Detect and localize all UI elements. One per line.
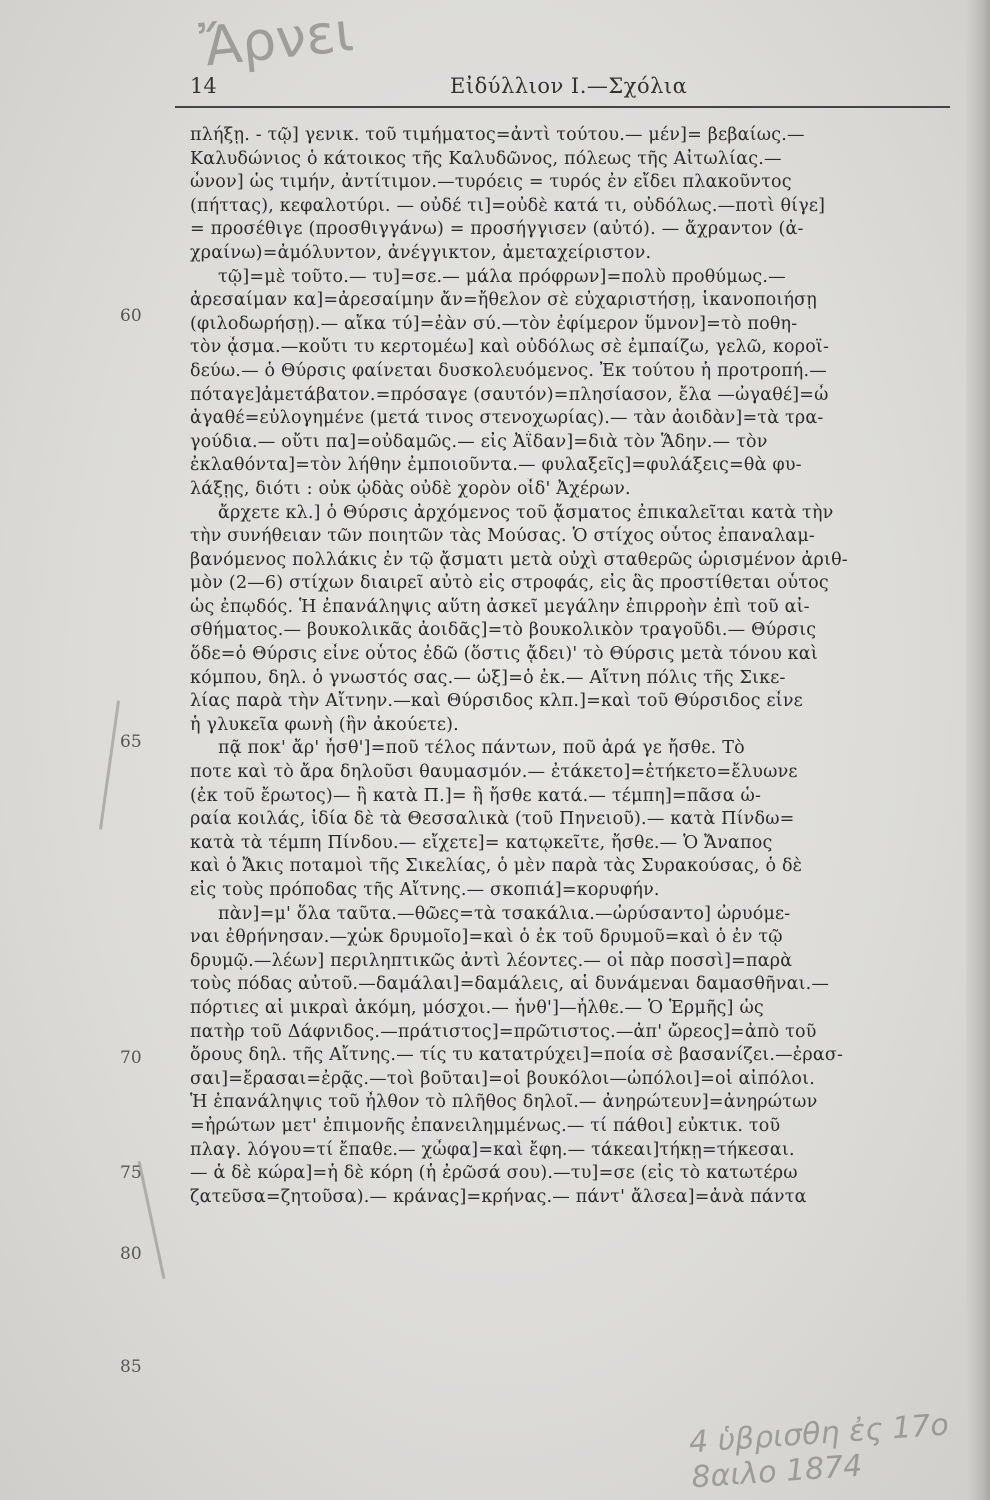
text-line: Καλυδώνιος ὁ κάτοικος τῆς Καλυδῶνος, πόλεως τῆς Αἰτωλίας.—: [190, 148, 782, 169]
text-line: πόταγε]ἀμετάβατον.=πρόσαγε (σαυτόν)=πλησίασον, ἔλα —ὠγαθέ]=ὦ: [190, 384, 829, 405]
text-line: = προσέθιγε (προσθιγγάνω) = προσήγγισεν (αὐτό). — ἄχραντον (ἀ-: [190, 219, 804, 240]
text-line: (πήττας), κεφαλοτύρι. — οὐδέ τι]=οὐδὲ κατά τι, οὐδόλως.—ποτὶ θίγε]: [190, 195, 826, 216]
text-line: τὴν συνήθειαν τῶν ποιητῶν τὰς Μούσας. Ὁ στίχος οὗτος ἐπαναλαμ-: [190, 526, 816, 547]
text-line: δεύω.— ὁ Θύρσις φαίνεται δυσκολευόμενος. Ἐκ τούτου ἡ προτροπή.—: [190, 360, 827, 381]
text-line: σθήματος.— βουκολικᾶς ἀοιδᾶς]=τὸ βουκολικὸν τραγοῦδι.— Θύρσις: [190, 620, 817, 641]
page-number: 14: [190, 74, 217, 98]
text-line: κόμπου, δηλ. ὁ γνωστός σας.— ὡξ]=ὁ ἐκ.— Αἴτνη πόλις τῆς Σικε-: [190, 667, 786, 688]
text-line: ὅδε=ὁ Θύρσις εἶνε οὗτος ἐδῶ (ὅστις ᾄδει)' τὸ Θύρσις μετὰ τόνου καὶ: [190, 644, 818, 665]
text-line: (φιλοδωρήσῃ).— αἴκα τύ]=ἐὰν σύ.—τὸν ἐφίμερον ὕμνον]=τὸ ποθη-: [190, 313, 798, 334]
text-line: δρυμῷ.—λέων] περιληπτικῶς ἀντὶ λέοντες.— οἱ πὰρ ποσσὶ]=παρὰ: [190, 950, 793, 971]
handwritten-annotation-top: Ἄρνει: [197, 0, 357, 79]
text-line: λίας παρὰ τὴν Αἴτνην.—καὶ Θύρσιδος κλπ.]=καὶ τοῦ Θύρσιδος εἶνε: [190, 691, 803, 712]
text-line: πλήξῃ. - τῷ] γενικ. τοῦ τιμήματος=ἀντὶ τούτου.— μέν]= βεβαίως.—: [190, 125, 805, 145]
text-line: (ἐκ τοῦ ἔρωτος)— ἢ κατὰ Π.]= ἢ ἤσθε κατά.— τέμπη]=πᾶσα ὡ-: [190, 785, 762, 806]
text-line: πὰν]=μ' ὅλα ταῦτα.—θῶες=τὰ τσακάλια.—ὠρύσαντο] ὠρυόμε-: [218, 903, 791, 924]
text-line: τῷ]=μὲ τοῦτο.— τυ]=σε.— μάλα πρόφρων]=πολὺ προθύμως.—: [218, 266, 786, 287]
text-line: πατὴρ τοῦ Δάφνιδος.—πράτιστος]=πρῶτιστος.—ἀπ' ὤρεος]=ἀπὸ τοῦ: [190, 1021, 817, 1042]
text-line: ἀρεσαίμαν κα]=ἀρεσαίμην ἄν=ἤθελον σὲ εὐχαριστήσῃ, ἱκανοποιήσῃ: [190, 290, 817, 311]
text-line: γούδια.— οὔτι πα]=οὐδαμῶς.— εἰς Ἀΐδαν]=διὰ τὸν Ἅδην.— τὸν: [190, 431, 768, 452]
text-line: ζατεῦσα=ζητοῦσα).— κράνας]=κρήνας.— πάντ' ἄλσεα]=ἀνὰ πάντα: [190, 1186, 807, 1207]
text-line: τοὺς πόδας αὐτοῦ.—δαμάλαι]=δαμάλεις, αἱ δυνάμεναι δαμασθῆναι.—: [190, 974, 830, 995]
text-line: — ἁ δὲ κώρα]=ἡ δὲ κόρη (ἡ ἐρῶσά σου).—τυ]=σε (εἰς τὸ κατωτέρω: [190, 1163, 798, 1184]
text-line: πλαγ. λόγου=τί ἔπαθε.— χὦφα]=καὶ ἔφη.— τάκεαι]τήκῃ=τήκεσαι.: [190, 1139, 795, 1160]
margin-line-number: 75: [120, 1163, 142, 1183]
text-line: ὄρους δηλ. τῆς Αἴτνης.— τίς τυ κατατρύχει]=ποία σὲ βασανίζει.—ἐρασ-: [190, 1045, 844, 1066]
text-line: καὶ ὁ Ἄκις ποταμοὶ τῆς Σικελίας, ὁ μὲν παρὰ τὰς Συρακούσας, ὁ δὲ: [190, 856, 803, 877]
text-line: ἡ γλυκεῖα φωνὴ (ἣν ἀκούετε).: [190, 714, 459, 735]
text-line: τὸν ᾆσμα.—κοὔτι τυ κερτομέω] καὶ οὐδόλως σὲ ἐμπαίζω, γελῶ, κοροϊ-: [190, 337, 830, 358]
text-line: μὸν (2—6) στίχων διαιρεῖ αὐτὸ εἰς στροφάς, εἰς ἃς προστίθεται οὗτος: [190, 573, 829, 594]
text-line: ποτε καὶ τὸ ἄρα δηλοῦσι θαυμασμόν.— ἐτάκετο]=ἐτήκετο=ἔλυωνε: [190, 762, 798, 783]
text-line: λάξῃς, διότι : οὐκ ᾠδὰς οὐδὲ χορὸν οἶδ' Ἀχέρων.: [190, 478, 631, 499]
text-line: πᾷ ποκ' ἄρ' ἦσθ']=ποῦ τέλος πάντων, ποῦ ἀρά γε ἤσθε. Τὸ: [218, 738, 745, 759]
margin-line-number: 65: [120, 732, 142, 752]
text-line: ἀγαθέ=εὐλογημένε (μετά τινος στενοχωρίας).— τὰν ἀοιδὰν]=τὰ τρα-: [190, 408, 824, 429]
text-line: χραίνω)=ἀμόλυντον, ἀνέγγικτον, ἀμεταχείριστον.: [190, 242, 652, 263]
text-line: σαι]=ἔρασαι=ἐρᾷς.—τοὶ βοῦται]=οἱ βουκόλοι—ὠπόλοι]=οἱ αἰπόλοι.: [190, 1068, 815, 1089]
text-line: Ἡ ἐπανάληψις τοῦ ἦλθον τὸ πλῆθος δηλοῖ.— ἀνηρώτευν]=ἀνηρώτων: [190, 1092, 818, 1113]
pencil-mark: [138, 1161, 166, 1279]
page-gutter-shadow: [966, 0, 990, 1500]
text-line: ναι ἐθρήνησαν.—χὡκ δρυμοῖο]=καὶ ὁ ἐκ τοῦ δρυμοῦ=καὶ ὁ ἐν τῷ: [190, 927, 783, 948]
running-title: Εἰδύλλιον Ι.—Σχόλια: [450, 74, 688, 98]
text-line: ἐκλαθόντα]=τὸν λήθην ἐμποιοῦντα.— φυλαξεῖς]=φυλάξεις=θὰ φυ-: [190, 455, 802, 476]
text-line: ἄρχετε κλ.] ὁ Θύρσις ἀρχόμενος τοῦ ᾄσματος ἐπικαλεῖται κατὰ τὴν: [218, 502, 834, 523]
text-line: ὡς ἐπῳδός. Ἡ ἐπανάληψις αὕτη ἀσκεῖ μεγάλην ἐπιρροὴν ἐπὶ τοῦ αἰ-: [190, 596, 810, 617]
text-line: πόρτιες αἱ μικραὶ ἀκόμη, μόσχοι.— ἦνθ']—ἦλθε.— Ὁ Ἑρμῆς] ὡς: [190, 997, 764, 1018]
text-line: βανόμενος πολλάκις ἐν τῷ ᾄσματι μετὰ οὐχὶ σταθερῶς ὡρισμένον ἀριθ-: [190, 549, 848, 570]
text-line: εἰς τοὺς πρόποδας τῆς Αἴτνης.— σκοπιά]=κορυφήν.: [190, 880, 660, 900]
header-rule: [175, 106, 950, 108]
text-line: κατὰ τὰ τέμπη Πίνδου.— εἴχετε]= κατῳκεῖτε, ἤσθε.— Ὁ Ἄναπος: [190, 832, 773, 853]
margin-line-number: 70: [120, 1048, 142, 1068]
text-line: ραία κοιλάς, ἰδία δὲ τὰ Θεσσαλικὰ (τοῦ Πηνειοῦ).— κατὰ Πίνδω=: [190, 809, 795, 830]
commentary-text: [190, 124, 950, 1209]
text-line: =ἠρώτων μετ' ἐπιμονῆς ἐπανειλημμένως.— τί πάθοι] εὐκτικ. τοῦ: [190, 1115, 781, 1136]
margin-line-number: 60: [120, 306, 142, 326]
pencil-mark: [99, 700, 120, 829]
handwritten-annotation-bottom: 4 ὑβρισθη ἐς 17ο 8αιλο 1874: [687, 1407, 950, 1496]
text-line: ὦνον] ὡς τιμήν, ἀντίτιμον.—τυρόεις = τυρός ἐν εἴδει πλακοῦντος: [190, 172, 792, 193]
margin-line-number: 85: [120, 1357, 142, 1377]
margin-line-number: 80: [120, 1244, 142, 1264]
page-header: [190, 72, 950, 102]
